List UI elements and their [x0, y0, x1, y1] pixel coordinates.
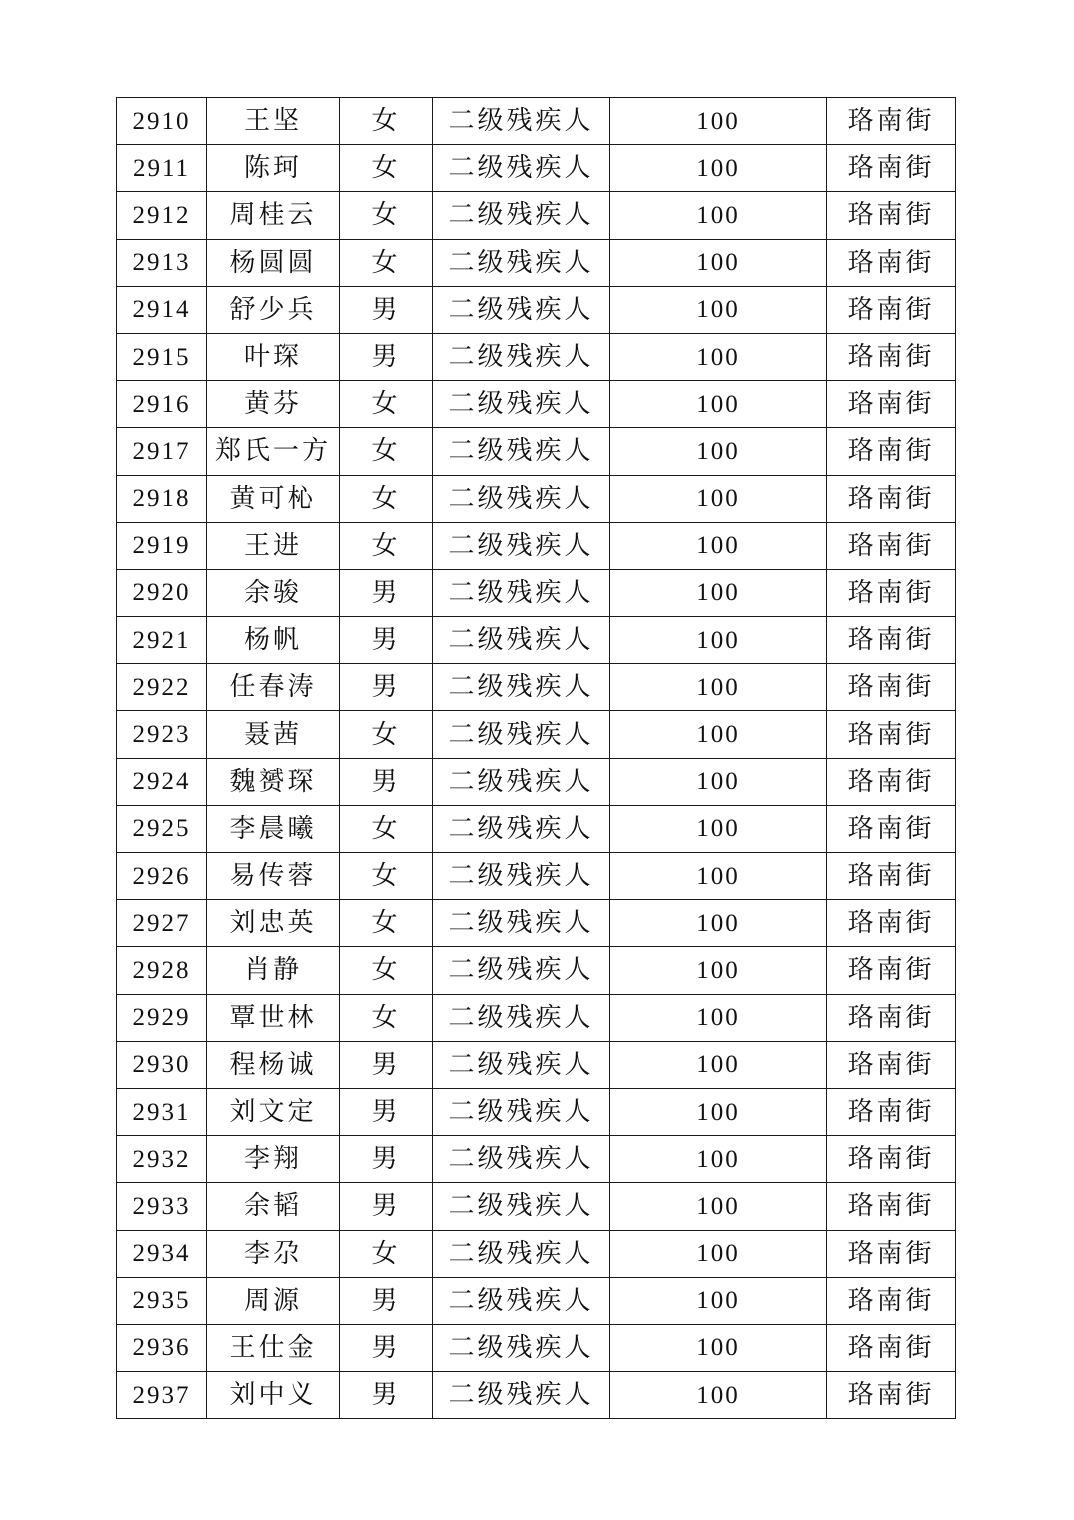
serial-number-cell: 2923	[117, 711, 207, 758]
gender-cell: 男	[340, 617, 433, 664]
gender-cell: 女	[340, 145, 433, 192]
gender-cell: 男	[340, 1088, 433, 1135]
street-cell: 珞南街	[827, 1372, 956, 1419]
gender-cell: 男	[340, 664, 433, 711]
name-cell: 王坚	[207, 98, 340, 145]
street-cell: 珞南街	[827, 1183, 956, 1230]
gender-cell: 男	[340, 1372, 433, 1419]
gender-cell: 男	[340, 333, 433, 380]
street-cell: 珞南街	[827, 286, 956, 333]
table-row	[117, 333, 956, 380]
amount-cell: 100	[610, 711, 827, 758]
serial-number-cell: 2934	[117, 1230, 207, 1277]
name-cell: 叶琛	[207, 333, 340, 380]
table-row	[117, 98, 956, 145]
name-cell: 郑氏一方	[207, 428, 340, 475]
serial-number-cell: 2931	[117, 1088, 207, 1135]
table-row	[117, 145, 956, 192]
disability-level-cell: 二级残疾人	[433, 805, 610, 852]
gender-cell: 女	[340, 475, 433, 522]
amount-cell: 100	[610, 1277, 827, 1324]
gender-cell: 女	[340, 900, 433, 947]
gender-cell: 女	[340, 192, 433, 239]
street-cell: 珞南街	[827, 1041, 956, 1088]
amount-cell: 100	[610, 428, 827, 475]
name-cell: 周源	[207, 1277, 340, 1324]
disability-level-cell: 二级残疾人	[433, 239, 610, 286]
name-cell: 易传蓉	[207, 853, 340, 900]
name-cell: 任春涛	[207, 664, 340, 711]
street-cell: 珞南街	[827, 522, 956, 569]
amount-cell: 100	[610, 758, 827, 805]
disability-level-cell: 二级残疾人	[433, 145, 610, 192]
name-cell: 陈珂	[207, 145, 340, 192]
serial-number-cell: 2926	[117, 853, 207, 900]
disability-level-cell: 二级残疾人	[433, 1183, 610, 1230]
gender-cell: 男	[340, 1324, 433, 1371]
street-cell: 珞南街	[827, 381, 956, 428]
disability-level-cell: 二级残疾人	[433, 475, 610, 522]
name-cell: 周桂云	[207, 192, 340, 239]
disability-level-cell: 二级残疾人	[433, 1324, 610, 1371]
disability-level-cell: 二级残疾人	[433, 522, 610, 569]
table-row	[117, 522, 956, 569]
disability-level-cell: 二级残疾人	[433, 428, 610, 475]
disability-level-cell: 二级残疾人	[433, 994, 610, 1041]
amount-cell: 100	[610, 1041, 827, 1088]
serial-number-cell: 2914	[117, 286, 207, 333]
street-cell: 珞南街	[827, 428, 956, 475]
name-cell: 黄可杺	[207, 475, 340, 522]
gender-cell: 女	[340, 381, 433, 428]
disability-level-cell: 二级残疾人	[433, 711, 610, 758]
name-cell: 魏赟琛	[207, 758, 340, 805]
amount-cell: 100	[610, 381, 827, 428]
name-cell: 杨圆圆	[207, 239, 340, 286]
amount-cell: 100	[610, 145, 827, 192]
name-cell: 李晨曦	[207, 805, 340, 852]
gender-cell: 女	[340, 239, 433, 286]
street-cell: 珞南街	[827, 1136, 956, 1183]
name-cell: 王进	[207, 522, 340, 569]
disability-level-cell: 二级残疾人	[433, 617, 610, 664]
table-row	[117, 428, 956, 475]
serial-number-cell: 2925	[117, 805, 207, 852]
street-cell: 珞南街	[827, 758, 956, 805]
gender-cell: 男	[340, 286, 433, 333]
name-cell: 刘忠英	[207, 900, 340, 947]
amount-cell: 100	[610, 994, 827, 1041]
disability-level-cell: 二级残疾人	[433, 758, 610, 805]
table-row	[117, 900, 956, 947]
street-cell: 珞南街	[827, 664, 956, 711]
table-row	[117, 617, 956, 664]
gender-cell: 女	[340, 428, 433, 475]
gender-cell: 女	[340, 1230, 433, 1277]
serial-number-cell: 2917	[117, 428, 207, 475]
serial-number-cell: 2912	[117, 192, 207, 239]
amount-cell: 100	[610, 333, 827, 380]
table-row	[117, 286, 956, 333]
street-cell: 珞南街	[827, 1277, 956, 1324]
name-cell: 程杨诚	[207, 1041, 340, 1088]
gender-cell: 男	[340, 1277, 433, 1324]
amount-cell: 100	[610, 1324, 827, 1371]
name-cell: 覃世林	[207, 994, 340, 1041]
serial-number-cell: 2928	[117, 947, 207, 994]
table-row	[117, 1041, 956, 1088]
gender-cell: 女	[340, 711, 433, 758]
serial-number-cell: 2916	[117, 381, 207, 428]
name-cell: 舒少兵	[207, 286, 340, 333]
gender-cell: 男	[340, 1041, 433, 1088]
disability-level-cell: 二级残疾人	[433, 1230, 610, 1277]
disability-level-cell: 二级残疾人	[433, 1088, 610, 1135]
street-cell: 珞南街	[827, 1230, 956, 1277]
table-row	[117, 1088, 956, 1135]
serial-number-cell: 2929	[117, 994, 207, 1041]
amount-cell: 100	[610, 1136, 827, 1183]
amount-cell: 100	[610, 1183, 827, 1230]
gender-cell: 男	[340, 569, 433, 616]
amount-cell: 100	[610, 1372, 827, 1419]
amount-cell: 100	[610, 617, 827, 664]
table-row	[117, 805, 956, 852]
serial-number-cell: 2935	[117, 1277, 207, 1324]
amount-cell: 100	[610, 522, 827, 569]
serial-number-cell: 2920	[117, 569, 207, 616]
amount-cell: 100	[610, 664, 827, 711]
table-row	[117, 1277, 956, 1324]
amount-cell: 100	[610, 475, 827, 522]
roster-table	[116, 97, 956, 1419]
table-row	[117, 664, 956, 711]
street-cell: 珞南街	[827, 853, 956, 900]
disability-level-cell: 二级残疾人	[433, 664, 610, 711]
serial-number-cell: 2915	[117, 333, 207, 380]
table-row	[117, 947, 956, 994]
disability-level-cell: 二级残疾人	[433, 853, 610, 900]
disability-level-cell: 二级残疾人	[433, 286, 610, 333]
serial-number-cell: 2930	[117, 1041, 207, 1088]
table-row	[117, 711, 956, 758]
table-row	[117, 853, 956, 900]
gender-cell: 女	[340, 522, 433, 569]
serial-number-cell: 2921	[117, 617, 207, 664]
name-cell: 黄芬	[207, 381, 340, 428]
disability-level-cell: 二级残疾人	[433, 333, 610, 380]
serial-number-cell: 2910	[117, 98, 207, 145]
gender-cell: 女	[340, 98, 433, 145]
serial-number-cell: 2911	[117, 145, 207, 192]
serial-number-cell: 2927	[117, 900, 207, 947]
serial-number-cell: 2918	[117, 475, 207, 522]
street-cell: 珞南街	[827, 805, 956, 852]
street-cell: 珞南街	[827, 1324, 956, 1371]
disability-level-cell: 二级残疾人	[433, 192, 610, 239]
street-cell: 珞南街	[827, 900, 956, 947]
disability-level-cell: 二级残疾人	[433, 569, 610, 616]
disability-level-cell: 二级残疾人	[433, 1372, 610, 1419]
amount-cell: 100	[610, 1230, 827, 1277]
serial-number-cell: 2924	[117, 758, 207, 805]
disability-level-cell: 二级残疾人	[433, 1136, 610, 1183]
street-cell: 珞南街	[827, 617, 956, 664]
street-cell: 珞南街	[827, 333, 956, 380]
serial-number-cell: 2937	[117, 1372, 207, 1419]
serial-number-cell: 2936	[117, 1324, 207, 1371]
table-row	[117, 569, 956, 616]
street-cell: 珞南街	[827, 994, 956, 1041]
amount-cell: 100	[610, 853, 827, 900]
street-cell: 珞南街	[827, 947, 956, 994]
table-row	[117, 1183, 956, 1230]
disability-level-cell: 二级残疾人	[433, 947, 610, 994]
amount-cell: 100	[610, 1088, 827, 1135]
table-row	[117, 1230, 956, 1277]
table-row	[117, 475, 956, 522]
street-cell: 珞南街	[827, 192, 956, 239]
amount-cell: 100	[610, 286, 827, 333]
table-row	[117, 1324, 956, 1371]
street-cell: 珞南街	[827, 1088, 956, 1135]
serial-number-cell: 2932	[117, 1136, 207, 1183]
disability-level-cell: 二级残疾人	[433, 1277, 610, 1324]
table-row	[117, 1372, 956, 1419]
table-row	[117, 239, 956, 286]
amount-cell: 100	[610, 569, 827, 616]
amount-cell: 100	[610, 192, 827, 239]
name-cell: 余韬	[207, 1183, 340, 1230]
name-cell: 肖静	[207, 947, 340, 994]
amount-cell: 100	[610, 805, 827, 852]
street-cell: 珞南街	[827, 711, 956, 758]
serial-number-cell: 2919	[117, 522, 207, 569]
gender-cell: 男	[340, 758, 433, 805]
name-cell: 刘中义	[207, 1372, 340, 1419]
street-cell: 珞南街	[827, 239, 956, 286]
table-row	[117, 1136, 956, 1183]
gender-cell: 男	[340, 1136, 433, 1183]
name-cell: 聂茜	[207, 711, 340, 758]
amount-cell: 100	[610, 947, 827, 994]
name-cell: 王仕金	[207, 1324, 340, 1371]
gender-cell: 女	[340, 994, 433, 1041]
serial-number-cell: 2933	[117, 1183, 207, 1230]
name-cell: 李翔	[207, 1136, 340, 1183]
gender-cell: 女	[340, 805, 433, 852]
street-cell: 珞南街	[827, 569, 956, 616]
street-cell: 珞南街	[827, 98, 956, 145]
disability-level-cell: 二级残疾人	[433, 1041, 610, 1088]
street-cell: 珞南街	[827, 145, 956, 192]
serial-number-cell: 2922	[117, 664, 207, 711]
disability-level-cell: 二级残疾人	[433, 900, 610, 947]
amount-cell: 100	[610, 98, 827, 145]
name-cell: 刘文定	[207, 1088, 340, 1135]
gender-cell: 女	[340, 853, 433, 900]
name-cell: 杨帆	[207, 617, 340, 664]
gender-cell: 男	[340, 1183, 433, 1230]
disability-level-cell: 二级残疾人	[433, 381, 610, 428]
table-row	[117, 994, 956, 1041]
roster-table-body	[117, 98, 956, 1419]
disability-level-cell: 二级残疾人	[433, 98, 610, 145]
table-row	[117, 381, 956, 428]
amount-cell: 100	[610, 900, 827, 947]
table-row	[117, 758, 956, 805]
table-row	[117, 192, 956, 239]
gender-cell: 女	[340, 947, 433, 994]
street-cell: 珞南街	[827, 475, 956, 522]
amount-cell: 100	[610, 239, 827, 286]
serial-number-cell: 2913	[117, 239, 207, 286]
name-cell: 余骏	[207, 569, 340, 616]
name-cell: 李尕	[207, 1230, 340, 1277]
